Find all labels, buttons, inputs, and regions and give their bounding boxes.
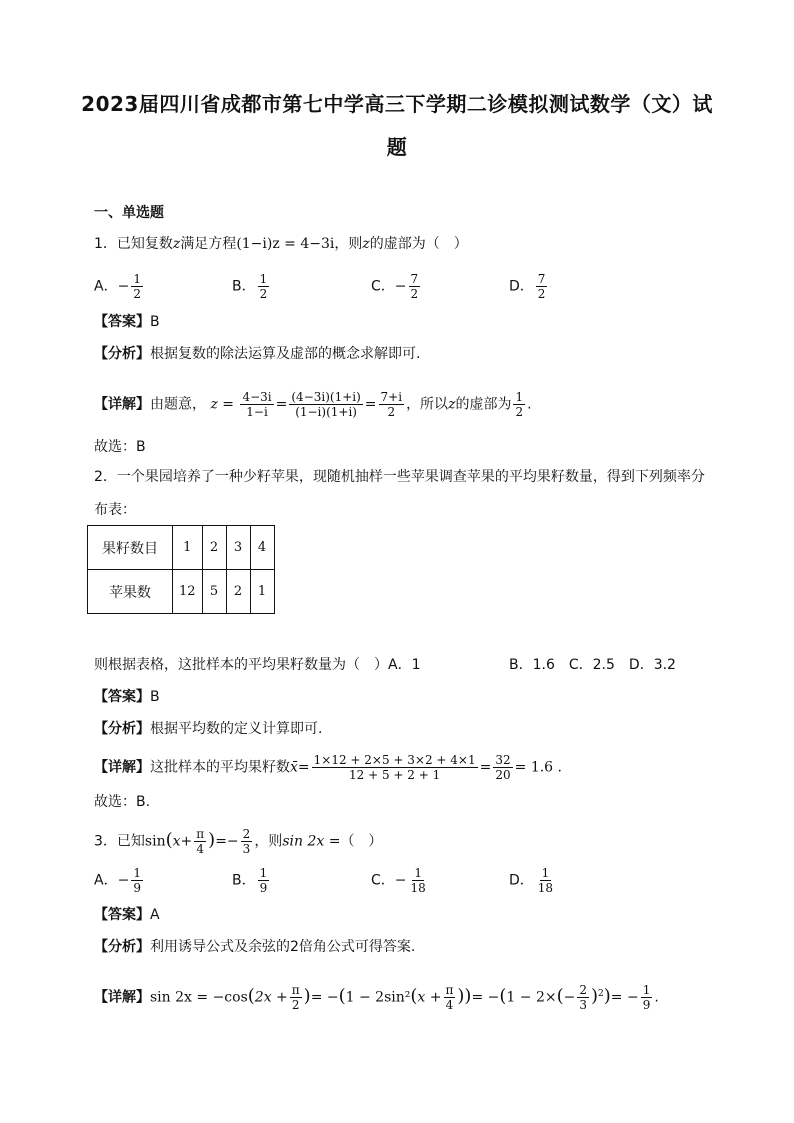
q1-option-b: B． $\frac{1}{2}$ [232,272,268,301]
table-cell: 5 [202,570,226,614]
q1-text-d: 的虚部为（ ） [369,236,468,252]
table-header-seeds: 果籽数目 [88,526,173,570]
table-cell: 12 [173,570,203,614]
q1-detail: 【详解】由题意， z = $\frac{4-3i}{1-i}$ = $\frac{(4-3i)(1+i)}{(1-i)(1+i)}$ = $\frac{7+i}{2}$ ，所以z的虚部为 $\frac{1}{2}$ . [94,390,532,419]
table-cell: 2 [202,526,226,570]
frequency-table [87,525,275,614]
q1-option-a: A．− $\frac{1}{2}$ [94,272,141,301]
q1-choice: 故选：B [94,439,146,455]
q1-text-a: 1．已知复数 [94,236,173,252]
q1-var-z-2: z [362,236,370,252]
q1-text-b: 满足方程 [180,236,237,252]
q1-text-c: ，则 [334,236,363,252]
q1-option-d: D． $\frac{7}{2}$ [509,272,546,301]
q2-analysis: 【分析】根据平均数的定义计算即可. [94,721,323,737]
q2-stem-line-2: 布表： [94,502,136,518]
section-heading: 一、单选题 [94,205,164,221]
q3-option-c: C．− $\frac{1}{18}$ [371,866,426,895]
table-cell: 2 [226,570,250,614]
table-row [88,570,275,614]
table-cell: 1 [173,526,203,570]
q3-option-b: B． $\frac{1}{9}$ [232,866,268,895]
q3-stem: 3．已知sin(x+ $\frac{\pi}{4}$ )=− $\frac{2}{3}$ ，则sin 2x =（ ） [94,827,383,856]
q1-stem [94,234,468,254]
q1-equation: (1−i)z = 4−3i [236,236,335,252]
q2-detail: 【详解】这批样本的平均果籽数x̄= $\frac{1\times 12 + 2\times 5 + 3\times 2 + 4\times 1}{12 + 5 + 2 + 1}$ = $\frac{32}{20}$ = 1.6 . [94,753,562,782]
table-row [88,526,275,570]
table-cell: 4 [250,526,274,570]
q1-option-c: C．− $\frac{7}{2}$ [371,272,419,301]
q2-question: 则根据表格，这批样本的平均果籽数量为（ ）A．1 [94,657,421,673]
q2-choice: 故选：B. [94,794,151,810]
q1-answer: 【答案】B [94,314,160,330]
q1-var-z: z [172,236,181,252]
table-cell: 3 [226,526,250,570]
q2-options-rest: B．1.6 C．2.5 D．3.2 [509,657,676,673]
q3-analysis: 【分析】利用诱导公式及余弦的2倍角公式可得答案. [94,939,416,955]
q3-detail: 【详解】sin 2x = −cos(2x + $\frac{\pi}{2}$ )= −(1 − 2sin²(x + $\frac{\pi}{4}$ ))= −(1 − 2×(− $\frac{2}{3}$ )$^2$)= − $\frac{1}{9}$ . [94,983,659,1012]
q2-answer: 【答案】B [94,689,160,705]
table-cell: 1 [250,570,274,614]
document-title-line-2: 题 [386,135,408,159]
q3-answer: 【答案】A [94,907,160,923]
q3-option-d: D． $\frac{1}{18}$ [509,866,554,895]
q2-stem-line-1: 2．一个果园培养了一种少籽苹果，现随机抽样一些苹果调查苹果的平均果籽数量，得到下列频率分 [94,469,705,485]
table-header-apples: 苹果数 [88,570,173,614]
document-title-line-1: 2023届四川省成都市第七中学高三下学期二诊模拟测试数学（文）试 [81,92,713,116]
q3-option-a: A．− $\frac{1}{9}$ [94,866,141,895]
q1-analysis: 【分析】根据复数的除法运算及虚部的概念求解即可. [94,346,421,362]
